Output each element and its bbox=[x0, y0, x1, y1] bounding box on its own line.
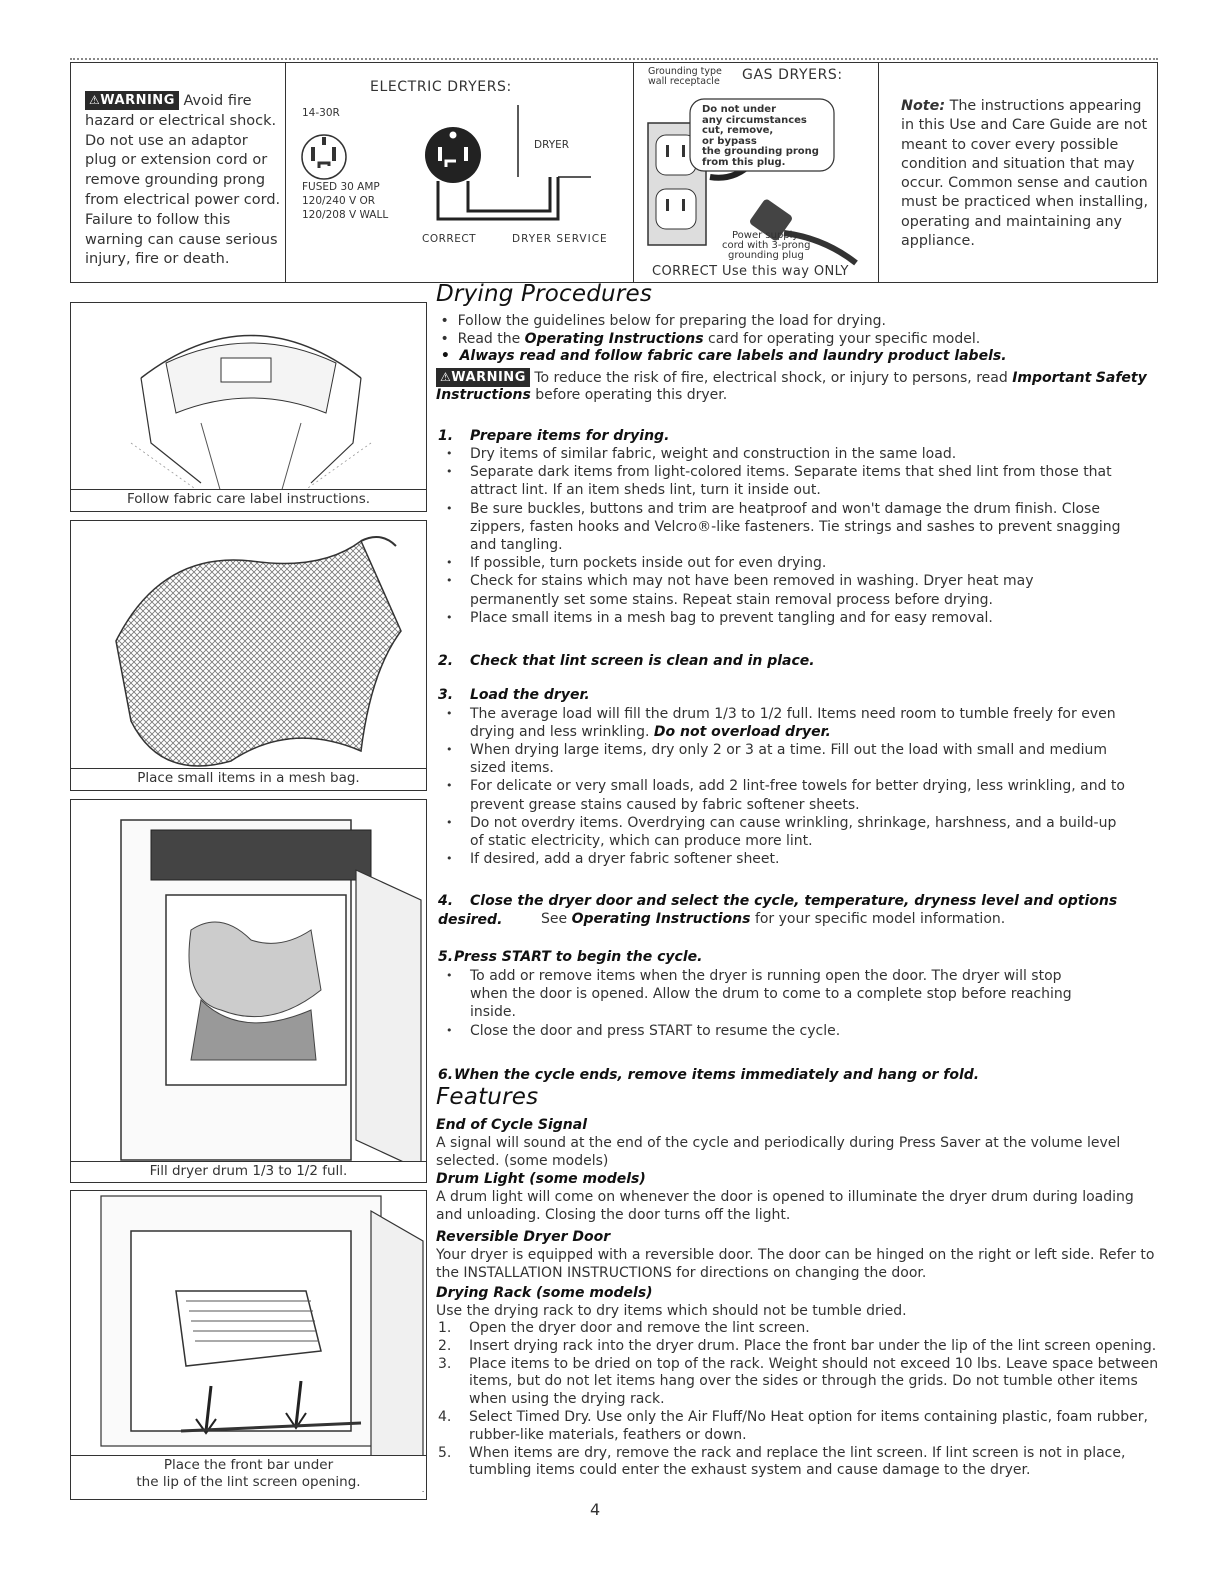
figure-care-label bbox=[70, 302, 427, 512]
step-1-number: 1. bbox=[438, 428, 454, 444]
figure-drying-rack bbox=[70, 1190, 427, 1500]
step-3-list bbox=[436, 705, 1126, 741]
list-item: • Separate dark items from light-colored items. Separate items that shed lint from those that attract lint. If an item sheds lint, turn it inside out. bbox=[436, 463, 1126, 499]
caption-dryer-drum: Fill dryer drum 1/3 to 1/2 full. bbox=[71, 1161, 426, 1180]
warning-cell bbox=[71, 63, 286, 282]
caption-rack-line-1: Place the front bar under bbox=[71, 1455, 426, 1474]
list-item: • If possible, turn pockets inside out for even drying. bbox=[436, 554, 1126, 572]
drying-warning-bold-1: Important bbox=[1012, 369, 1092, 386]
list-item: • Close the door and press START to resume the cycle. bbox=[436, 1022, 1086, 1040]
caption-care-label: Follow fabric care label instructions. bbox=[71, 489, 426, 508]
step-2-heading bbox=[438, 652, 815, 670]
fused-line-3: 120/208 V WALL bbox=[302, 209, 389, 221]
feature-reversible-door-title: Reversible Dryer Door bbox=[436, 1229, 611, 1245]
callout-line-5: the grounding prong bbox=[702, 146, 819, 157]
list-item: • If desired, add a dryer fabric softener sheet. bbox=[436, 850, 1126, 868]
step-1-list bbox=[436, 445, 1126, 627]
rack-step bbox=[436, 1445, 1162, 1481]
list-item: • Do not overdry items. Overdrying can cause wrinkling, shrinkage, harshness, and a build-up of static electricity, which can produce more lint. bbox=[436, 814, 1126, 850]
intro-bullet-2-pre: Read the bbox=[457, 330, 521, 347]
correct-label: CORRECT bbox=[422, 233, 477, 245]
step-4-title: Close the dryer door and select the cycle, temperature, dryness level and options desired. bbox=[438, 893, 1118, 928]
gas-dryers-cell bbox=[634, 63, 879, 282]
receptacle-label-1: Grounding type bbox=[648, 66, 722, 77]
note-cell bbox=[879, 63, 1159, 282]
list-item: • When drying large items, dry only 2 or 3 at a time. Fill out the load with small and medium sized items. bbox=[436, 741, 1126, 777]
rack-step bbox=[436, 1356, 1162, 1409]
list-item: • Be sure buckles, buttons and trim are heatproof and won't damage the drum finish. Close zippers, fasten hooks and Velcro®-like fasteners. Tie strings and sashes to prevent snagging and tangling. bbox=[436, 500, 1126, 555]
feature-drum-light-text: A drum light will come on whenever the door is opened to illuminate the dryer drum during loading and unloading. Closing the door turns off the light. bbox=[436, 1189, 1134, 1223]
rack-step-number: 4. bbox=[438, 1408, 452, 1425]
list-item: • Check for stains which may not have been removed in washing. Dryer heat may permanently set some stains. Repeat stain removal process before drying. bbox=[436, 572, 1126, 608]
list-item: • To add or remove items when the dryer is running open the door. The dryer will stop when the door is opened. Allow the drum to come to a complete stop before reaching inside. bbox=[436, 967, 1086, 1022]
fused-line-1: FUSED 30 AMP bbox=[302, 181, 380, 193]
step-3-heading bbox=[438, 686, 590, 704]
step-4-see-bold: Operating Instructions bbox=[571, 911, 751, 927]
feature-reversible-door-text: Your dryer is equipped with a reversible door. The door can be hinged on the right or left side. Refer to the INSTALLATION INSTRUCTIONS for directions on changing the door. bbox=[436, 1247, 1155, 1281]
outlet-type-label: 14-30R bbox=[302, 107, 340, 119]
features-title: Features bbox=[436, 1084, 539, 1110]
step-3-item-1-text: The average load will fill the drum 1/3 to 1/2 full. Items need room to tumble freely for even drying and less wrinkling. bbox=[470, 706, 1116, 741]
electric-diagram bbox=[286, 63, 631, 282]
warning-paragraph bbox=[85, 91, 281, 270]
note-paragraph bbox=[901, 97, 1149, 251]
rack-step bbox=[436, 1409, 1162, 1445]
figure-mesh-bag bbox=[70, 520, 427, 791]
supply-line-2: cord with 3-prong bbox=[722, 240, 811, 251]
intro-bullet-1-text: Follow the guidelines below for preparing the load for drying. bbox=[457, 313, 886, 329]
safety-strip bbox=[70, 62, 1158, 283]
caption-mesh-bag: Place small items in a mesh bag. bbox=[71, 768, 426, 787]
rack-step-text: Select Timed Dry. Use only the Air Fluff/No Heat option for items containing plastic, foam rubber, rubber-like materials, feathers or down. bbox=[469, 1408, 1148, 1443]
caption-rack-line-2: the lip of the lint screen opening. bbox=[71, 1473, 426, 1491]
care-label-tag bbox=[221, 358, 271, 382]
step-1-title: Prepare items for drying. bbox=[470, 428, 670, 444]
mesh-bag-illustration bbox=[71, 521, 425, 792]
list-item: • Dry items of similar fabric, weight and construction in the same load. bbox=[436, 445, 1126, 463]
feature-drum-light-title: Drum Light (some models) bbox=[436, 1171, 646, 1187]
dryer-drum-illustration bbox=[71, 800, 425, 1184]
step-6-heading bbox=[438, 1066, 979, 1084]
step-6-title: When the cycle ends, remove items immediately and hang or fold. bbox=[454, 1067, 980, 1083]
figure-dryer-drum bbox=[70, 799, 427, 1183]
gas-correct-label: CORRECT Use this way ONLY bbox=[652, 264, 849, 279]
drying-warning-bold-2: Safety Instructions bbox=[436, 369, 1147, 404]
rack-step-text: When items are dry, remove the rack and replace the lint screen. If lint screen is not in place, tumbling items could enter the exhaust system and cause damage to the dryer. bbox=[469, 1444, 1126, 1479]
step-3-number: 3. bbox=[438, 687, 454, 703]
feature-end-of-cycle-title: End of Cycle Signal bbox=[436, 1117, 587, 1133]
feature-drying-rack-text: Use the drying rack to dry items which should not be tumble dried. bbox=[436, 1303, 907, 1319]
rack-step-number: 2. bbox=[438, 1337, 452, 1354]
step-4-see bbox=[541, 911, 1005, 929]
step-5-number: 5. bbox=[438, 949, 454, 965]
receptacle-label-2: wall receptacle bbox=[648, 76, 720, 87]
drying-warning-badge: ⚠WARNING bbox=[436, 368, 530, 387]
step-4-number: 4. bbox=[438, 893, 454, 909]
step-2-title: Check that lint screen is clean and in place. bbox=[470, 653, 815, 669]
intro-bullet-2: • Read the Operating Instructions card for operating your specific model. bbox=[436, 330, 981, 347]
rack-step bbox=[436, 1320, 1162, 1338]
step-3-title: Load the dryer. bbox=[470, 687, 590, 703]
electric-dryers-cell bbox=[286, 63, 634, 282]
step-5-list bbox=[436, 967, 1086, 1040]
list-item: • For delicate or very small loads, add 2 lint-free towels for better drying, less wrinkling, and to prevent grease stains caused by fabric softener sheets. bbox=[436, 777, 1126, 813]
drying-warning-post: before operating this dryer. bbox=[535, 387, 728, 404]
warning-triangle-icon: ⚠ bbox=[440, 369, 452, 384]
fused-line-2: 120/240 V OR bbox=[302, 195, 376, 207]
feature-end-of-cycle-text: A signal will sound at the end of the cycle and periodically during Press Saver at the volume level selected. (some models) bbox=[436, 1135, 1121, 1169]
rack-step-text: Insert drying rack into the dryer drum. Place the front bar under the lip of the lint screen opening. bbox=[469, 1337, 1157, 1354]
top-rule bbox=[70, 58, 1158, 60]
rack-step-text: Place items to be dried on top of the rack. Weight should not exceed 10 lbs. Leave space between items, but do not let items hang over the sides or through the grids. Do not tumble other items when using the drying rack. bbox=[469, 1355, 1159, 1408]
feature-drying-rack-title: Drying Rack (some models) bbox=[436, 1285, 653, 1301]
rack-step-number: 5. bbox=[438, 1444, 452, 1461]
electric-title: ELECTRIC DRYERS: bbox=[370, 79, 512, 95]
step-5-title: Press START to begin the cycle. bbox=[454, 949, 703, 965]
intro-bullet-2-post: card for operating your specific model. bbox=[708, 330, 981, 347]
supply-line-3: grounding plug bbox=[728, 250, 804, 261]
list-item bbox=[436, 705, 1126, 741]
outlet-icon bbox=[302, 135, 346, 179]
drying-rack-steps bbox=[436, 1320, 1162, 1480]
dryer-label: DRYER bbox=[534, 139, 570, 151]
callout-line-2: any circumstances bbox=[702, 114, 807, 126]
callout-line-3: cut, remove, bbox=[702, 125, 774, 136]
warning-text: Avoid fire hazard or electrical shock. Do not use an adaptor plug or extension cord or remove grounding prong from electrical power cord. Failure to follow this warning can cause serious injury, fire or death. bbox=[85, 93, 281, 268]
drying-intro bbox=[436, 313, 1166, 405]
intro-bullet-3-text: Always read and follow fabric care labels and laundry product labels. bbox=[459, 348, 1007, 365]
drying-warning bbox=[436, 368, 1166, 405]
step-6-number: 6. bbox=[438, 1067, 454, 1083]
page-number: 4 bbox=[590, 1500, 601, 1519]
dryer-service-label: DRYER SERVICE bbox=[512, 233, 608, 245]
shirt-collar-illustration bbox=[71, 303, 425, 513]
warning-triangle-icon: ⚠ bbox=[89, 93, 101, 107]
step-3-item-1-bold: Do not overload dryer. bbox=[653, 724, 831, 741]
intro-bullet-2-bold: Operating Instructions bbox=[524, 330, 704, 347]
intro-bullet-3: • Always read and follow fabric care labels and laundry product labels. bbox=[436, 348, 1007, 365]
intro-bullet-1: • Follow the guidelines below for preparing the load for drying. bbox=[436, 313, 886, 329]
step-1-heading bbox=[438, 427, 669, 445]
callout-line-4: or bypass bbox=[702, 135, 757, 147]
rack-step-text: Open the dryer door and remove the lint screen. bbox=[469, 1320, 810, 1336]
step-4-see-post: for your specific model information. bbox=[754, 911, 1006, 927]
note-text: The instructions appearing in this Use and Care Guide are not meant to cover every possible condition and situation that may occur. Common sense and caution must be practiced when installing, operating and maintaining any appliance. bbox=[901, 98, 1149, 250]
list-item: • Place small items in a mesh bag to prevent tangling and for easy removal. bbox=[436, 609, 1126, 627]
supply-line-1: Power supply bbox=[732, 230, 799, 241]
plug-icon bbox=[425, 105, 591, 219]
rack-step-number: 3. bbox=[438, 1355, 452, 1372]
drying-procedures-title: Drying Procedures bbox=[436, 281, 653, 307]
callout-line-6: from this plug. bbox=[702, 156, 786, 168]
drying-warning-text: To reduce the risk of fire, electrical shock, or injury to persons, read bbox=[534, 369, 1008, 386]
callout-line-1: Do not under bbox=[702, 104, 777, 115]
warning-badge: ⚠WARNING bbox=[85, 91, 179, 110]
rack-step bbox=[436, 1338, 1162, 1356]
rack-step-number: 1. bbox=[438, 1320, 452, 1336]
step-5-heading bbox=[438, 948, 702, 966]
step-3-list-rest bbox=[436, 741, 1126, 868]
gas-title: GAS DRYERS: bbox=[742, 67, 843, 83]
step-2-number: 2. bbox=[438, 653, 454, 669]
note-label: Note: bbox=[901, 98, 946, 114]
step-4-see-word: See bbox=[541, 911, 568, 927]
